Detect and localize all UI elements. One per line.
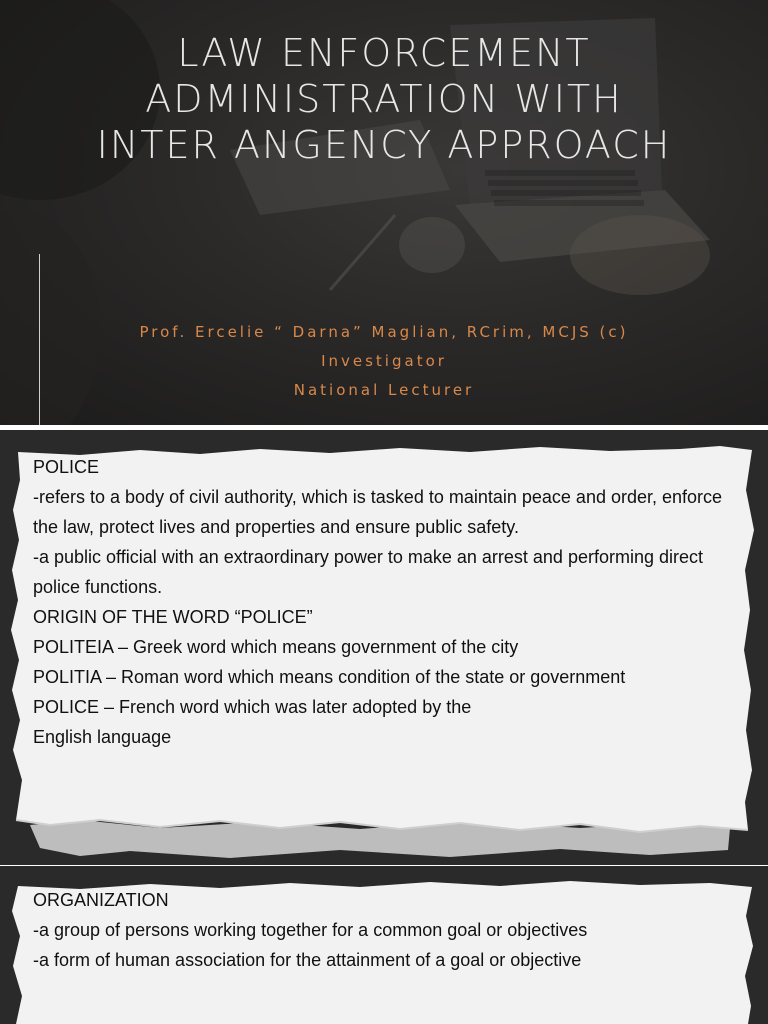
presenter-name: Prof. Ercelie “ Darna” Maglian, RCrim, MCJS (c) — [139, 323, 629, 341]
title-line: INTER ANGENCY APPROACH — [96, 123, 672, 167]
text-line: POLICE — [33, 457, 100, 477]
presenter-role: National Lecturer — [293, 381, 475, 399]
presenter-info — [40, 318, 728, 405]
text-line: ORIGIN OF THE WORD “POLICE” — [33, 607, 313, 627]
title-line: LAW ENFORCEMENT — [177, 31, 591, 75]
title-slide — [0, 0, 768, 425]
text-line: POLICE – French word which was later adopted by the — [33, 697, 472, 717]
slide-title — [20, 30, 748, 168]
organization-text — [33, 885, 633, 975]
text-line: POLITEIA – Greek word which means government of the city — [33, 637, 519, 657]
text-line: POLITIA – Roman word which means condition of the state or government — [33, 667, 626, 687]
text-line: -a public official with an extraordinary power to make an arrest and performing direct police functions. — [33, 547, 703, 597]
text-line: -a form of human association for the attainment of a goal or objective — [33, 950, 582, 970]
text-line: -a group of persons working together for a common goal or objectives — [33, 920, 588, 940]
title-line: ADMINISTRATION WITH — [145, 77, 623, 121]
text-line: ORGANIZATION — [33, 890, 169, 910]
organization-definition-slide — [0, 866, 768, 1024]
police-text — [33, 452, 733, 752]
text-line: English language — [33, 727, 172, 747]
presenter-role: Investigator — [321, 352, 447, 370]
police-definition-slide — [0, 430, 768, 865]
text-line: -refers to a body of civil authority, which is tasked to maintain peace and order, enforce the law, protect lives and properties and ensure public safety. — [33, 487, 723, 537]
